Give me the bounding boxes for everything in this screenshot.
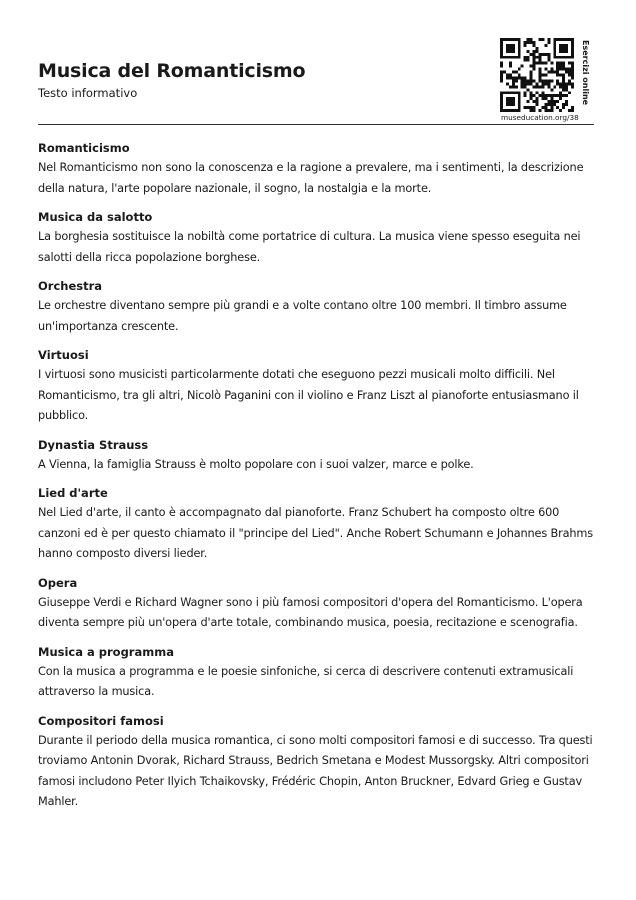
section-heading: Musica a programma [38, 644, 174, 659]
section-heading: Orchestra [38, 279, 103, 293]
section-text: Con la musica a programma e le poesie sinfoniche, si cerca di descrivere contenuti extramusicali attraverso la musica. [38, 664, 574, 698]
section-dynastia-strauss [38, 435, 594, 476]
section-romanticismo [38, 138, 594, 199]
section-musica-da-salotto [38, 207, 594, 268]
page-title: Musica del Romanticismo [38, 60, 306, 82]
qr-code-icon [500, 38, 574, 112]
section-text: Durante il periodo della musica romantica, ci sono molti compositori famosi e di successo. Tra questi troviamo Antonin Dvorak, Richard Strauss, Bedrich Smetana e Modest Mussorgsky. Altri compositori famosi includono Peter Ilyich Tchaikovsky, Frédéric Chopin, Anton Bruckner, Edvard Grieg e Gustav Mahler. [38, 733, 593, 808]
section-heading: Musica da salotto [38, 210, 153, 224]
section-compositori-famosi [38, 711, 594, 813]
section-text: La borghesia sostituisce la nobiltà come portatrice di cultura. La musica viene spesso eseguita nei salotti della ricca popolazione borghese. [38, 230, 581, 264]
section-heading: Virtuosi [38, 348, 89, 362]
section-text: Giuseppe Verdi e Richard Wagner sono i più famosi compositori d'opera del Romanticismo. L'opera diventa sempre più un'opera d'arte totale, combinando musica, poesia, recitazione e scenografia. [38, 595, 583, 629]
section-virtuosi [38, 345, 594, 427]
section-text: A Vienna, la famiglia Strauss è molto popolare con i suoi valzer, marce e polke. [38, 457, 474, 471]
section-orchestra [38, 276, 594, 337]
section-heading: Opera [38, 575, 78, 590]
page-subtitle: Testo informativo [38, 86, 138, 100]
document-body [38, 138, 594, 821]
section-text: Le orchestre diventano sempre più grandi e a volte contano oltre 100 membri. Il timbro assume un'importanza crescente. [38, 299, 567, 333]
qr-link[interactable] [500, 38, 590, 124]
section-heading: Lied d'arte [38, 486, 108, 500]
section-heading: Compositori famosi [38, 713, 164, 728]
section-text: I virtuosi sono musicisti particolarmente dotati che eseguono pezzi musicali molto difficili. Nel Romanticismo, tra gli altri, Nicolò Paganini con il violino e Franz Liszt al pianoforte entusiasmano il pubblico. [38, 368, 579, 422]
section-text: Nel Lied d'arte, il canto è accompagnato dal pianoforte. Franz Schubert ha composto oltre 600 canzoni ed è per questo chiamato il "principe del Lied". Anche Robert Schumann e Johannes Brahms hanno composto diversi lieder. [38, 506, 594, 560]
section-musica-a-programma [38, 642, 594, 703]
qr-url: museducation.org/38 [501, 113, 579, 122]
section-lied-darte [38, 483, 594, 565]
section-heading: Dynastia Strauss [38, 437, 149, 452]
section-text: Nel Romanticismo non sono la conoscenza e la ragione a prevalere, ma i sentimenti, la descrizione della natura, l'arte popolare nazionale, il sogno, la nostalgia e la morte. [38, 161, 584, 195]
page-header [38, 38, 594, 125]
qr-label: Esercizi online [581, 40, 590, 106]
section-heading: Romanticismo [38, 141, 130, 155]
section-opera [38, 573, 594, 634]
